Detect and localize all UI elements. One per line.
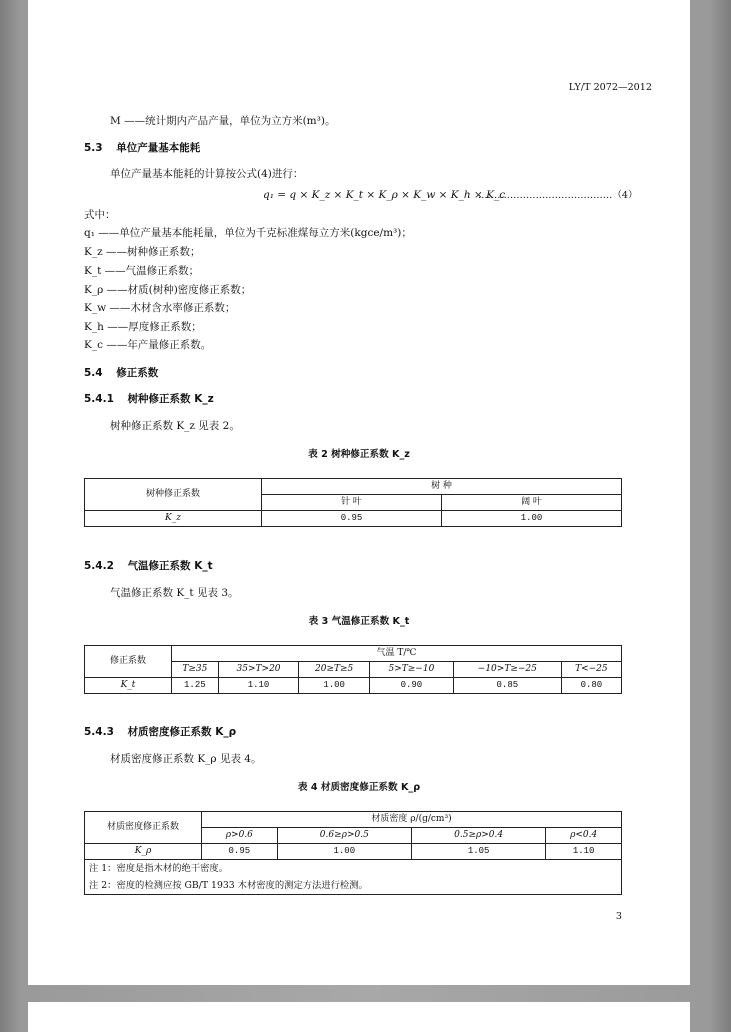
document-page: [28, 0, 690, 985]
section-number: 5.4: [84, 367, 103, 379]
table-cell: 0.90: [369, 678, 453, 694]
section-5-4-1-heading: [84, 394, 214, 405]
section-text: 材质密度修正系数 K_ρ 见表 4。: [110, 753, 262, 765]
table-2-caption: 表 2 树种修正系数 K_z: [308, 449, 410, 460]
column-header: 0.5≥ρ>0.4: [411, 828, 545, 844]
table-cell: 1.00: [277, 844, 411, 860]
section-5-3-heading: [84, 143, 200, 154]
definition-item: K_h ——厚度修正系数；: [84, 321, 202, 333]
table-3-caption: 表 3 气温修正系数 K_t: [308, 616, 410, 627]
section-title: 树种修正系数 K_z: [127, 393, 214, 405]
row-header: 树种修正系数: [85, 479, 262, 511]
intro-definition: M ——统计期内产品产量，单位为立方米(m³)。: [110, 115, 336, 127]
next-page-edge: [28, 1002, 690, 1032]
section-number: 5.4.3: [84, 726, 114, 738]
column-header: ρ>0.6: [202, 828, 278, 844]
table-cell: 1.25: [172, 678, 219, 694]
section-5-4-2-heading: [84, 561, 213, 572]
section-5-4-3-heading: [84, 727, 236, 738]
section-number: 5.3: [84, 142, 103, 154]
section-number: 5.4.1: [84, 393, 114, 405]
table-cell: 1.00: [299, 678, 369, 694]
definition-item: K_t ——气温修正系数；: [84, 265, 200, 277]
column-header: 阔 叶: [442, 495, 622, 511]
row-label: K_z: [85, 511, 262, 527]
column-header: 35>T>20: [218, 662, 299, 678]
table-cell: 0.95: [202, 844, 278, 860]
table-3: [84, 645, 622, 694]
column-header: T≥35: [172, 662, 219, 678]
row-label: K_t: [85, 678, 172, 694]
table-cell: 1.05: [411, 844, 545, 860]
group-header: 气温 T/℃: [172, 646, 622, 662]
column-header: 20≥T≥5: [299, 662, 369, 678]
table-cell: 0.80: [561, 678, 621, 694]
section-title: 气温修正系数 K_t: [127, 560, 213, 572]
table-note: 注 2：密度的检测应按 GB/T 1933 木材密度的测定方法进行检测。: [85, 877, 622, 895]
definition-item: q₁ ——单位产量基本能耗量，单位为千克标准煤每立方米(kgce/m³)；: [84, 227, 412, 239]
column-header: 针 叶: [262, 495, 442, 511]
table-4-caption: 表 4 材质密度修正系数 K_ρ: [297, 782, 421, 793]
row-header: 修正系数: [85, 646, 172, 678]
section-number: 5.4.2: [84, 560, 114, 572]
doc-number: LY/T 2072—2012: [568, 82, 652, 93]
definition-item: K_w ——木材含水率修正系数；: [84, 302, 236, 314]
table-2: [84, 478, 622, 527]
group-header: 材质密度 ρ/(g/cm³): [202, 812, 622, 828]
section-title: 单位产量基本能耗: [116, 142, 201, 154]
definition-item: K_ρ ——材质(树种)密度修正系数；: [84, 284, 252, 296]
column-header: T<−25: [561, 662, 621, 678]
formula-lead: 单位产量基本能耗的计算按公式(4)进行：: [110, 168, 304, 180]
row-label: K_ρ: [85, 844, 202, 860]
column-header: 5>T≥−10: [369, 662, 453, 678]
section-5-4-heading: [84, 368, 158, 379]
definition-item: K_c ——年产量修正系数。: [84, 339, 212, 351]
group-header: 树 种: [262, 479, 622, 495]
column-header: −10>T≥−25: [453, 662, 561, 678]
table-note: 注 1：密度是指木材的绝干密度。: [85, 860, 622, 878]
column-header: 0.6≥ρ>0.5: [277, 828, 411, 844]
definition-item: K_z ——树种修正系数；: [84, 246, 201, 258]
table-4: [84, 811, 622, 895]
formula-number: ……………………………………（4）: [478, 190, 638, 201]
column-header: ρ<0.4: [546, 828, 622, 844]
section-title: 修正系数: [116, 367, 159, 379]
where-label: 式中：: [84, 209, 116, 221]
row-header: 材质密度修正系数: [85, 812, 202, 844]
formula: q₁ = q × K_z × K_t × K_ρ × K_w × K_h × K_c: [263, 189, 506, 201]
table-cell: 0.95: [262, 511, 442, 527]
section-title: 材质密度修正系数 K_ρ: [127, 726, 237, 738]
table-cell: 1.00: [442, 511, 622, 527]
table-cell: 1.10: [218, 678, 299, 694]
section-text: 气温修正系数 K_t 见表 3。: [110, 587, 239, 599]
section-text: 树种修正系数 K_z 见表 2。: [110, 420, 240, 432]
table-cell: 0.85: [453, 678, 561, 694]
table-cell: 1.10: [546, 844, 622, 860]
page-number: 3: [615, 911, 622, 922]
